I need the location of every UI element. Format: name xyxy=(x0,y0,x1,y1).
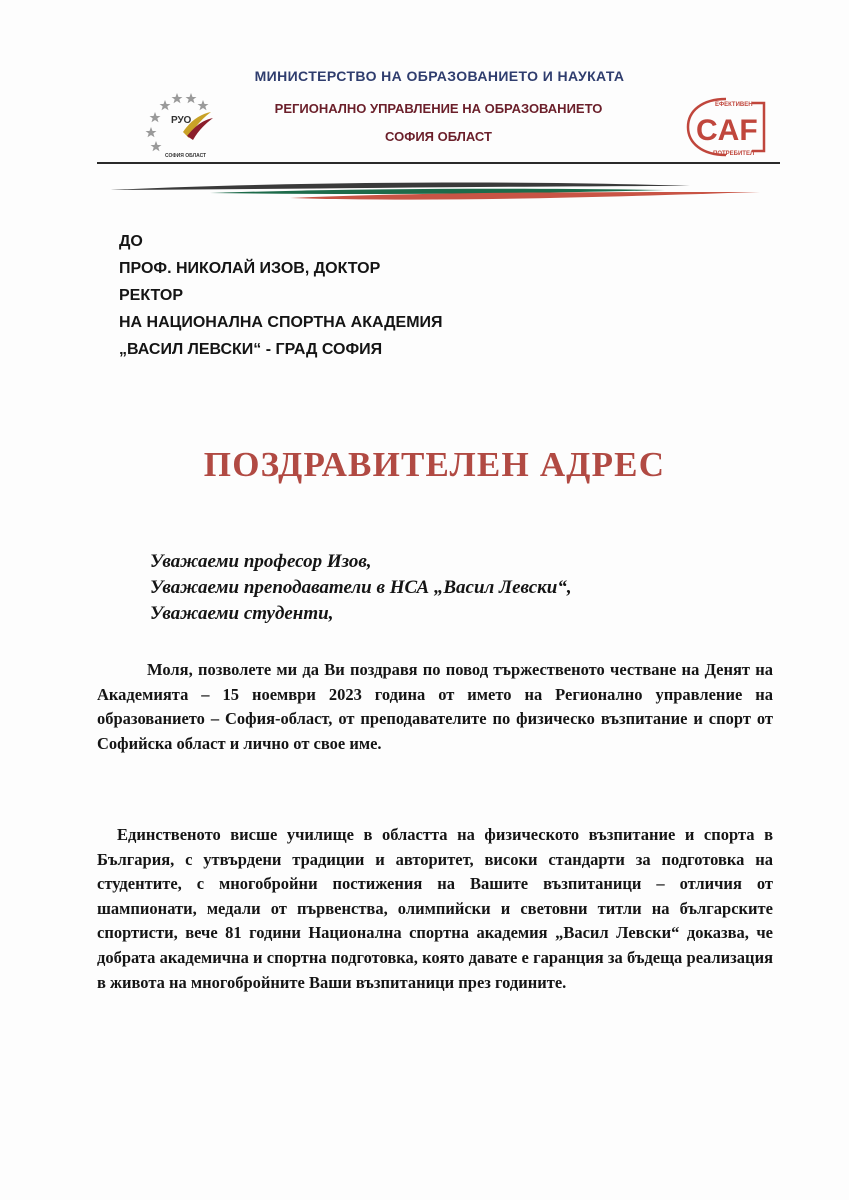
addressee-institution-name: „ВАСИЛ ЛЕВСКИ“ - ГРАД СОФИЯ xyxy=(119,341,383,358)
ruo-logo-abbr: РУО xyxy=(171,115,192,126)
caf-logo-bottom: ПОТРЕБИТЕЛ xyxy=(713,151,755,157)
addressee-position: РЕКТОР xyxy=(119,287,183,304)
body-paragraph-1: Моля, позволете ми да Ви поздравя по повод тържественото честване на Денят на Академията – 15 ноември 2023 година от името на Регионално управление на образованието – София-област, от преподавателите по физическо възпитание и спорт от Софийска област и лично от свое име. xyxy=(97,660,773,753)
caf-logo-top: ЕФЕКТИВЕН xyxy=(715,102,753,108)
ruo-name: РЕГИОНАЛНО УПРАВЛЕНИЕ НА ОБРАЗОВАНИЕТО xyxy=(274,101,603,116)
header-divider xyxy=(97,162,780,164)
greeting-line: Уважаеми професор Изов, xyxy=(150,551,372,572)
greeting-line: Уважаеми студенти, xyxy=(150,603,334,624)
addressee-block xyxy=(119,228,443,363)
region-name: СОФИЯ ОБЛАСТ xyxy=(385,129,492,144)
greetings-block xyxy=(150,549,572,627)
addressee-institution: НА НАЦИОНАЛНА СПОРТНА АКАДЕМИЯ xyxy=(119,314,443,331)
document-title: ПОЗДРАВИТЕЛЕН АДРЕС xyxy=(203,445,666,484)
caf-logo xyxy=(682,95,770,159)
caf-logo-mark: CAF xyxy=(696,114,758,147)
ruo-logo-sub: СОФИЯ ОБЛАСТ xyxy=(165,153,207,159)
addressee-name: ПРОФ. НИКОЛАЙ ИЗОВ, ДОКТОР xyxy=(119,260,381,277)
ministry-name: МИНИСТЕРСТВО НА ОБРАЗОВАНИЕТО И НАУКАТА xyxy=(254,68,625,84)
tricolor-swoosh-decoration xyxy=(100,180,760,206)
body-paragraph-2: Единственото висше училище в областта на физическото възпитание и спорта в България, с утвърдени традиции и авторитет, високи стандарти за подготовка на студентите, с многобройни постижения на Вашите възпитаници – отличия от шампионати, медали от първенства, олимпийски и световни титли на българските спортисти, вече 81 години Национална спортна академия „Васил Левски“ доказва, че добрата академична и спортна подготовка, която давате е гаранция за бъдеща реализация в живота на многобройните Ваши възпитаници през годините. xyxy=(97,825,773,992)
greeting-line: Уважаеми преподаватели в НСА „Васил Левски“, xyxy=(150,577,572,598)
addressee-line: ДО xyxy=(119,233,143,250)
